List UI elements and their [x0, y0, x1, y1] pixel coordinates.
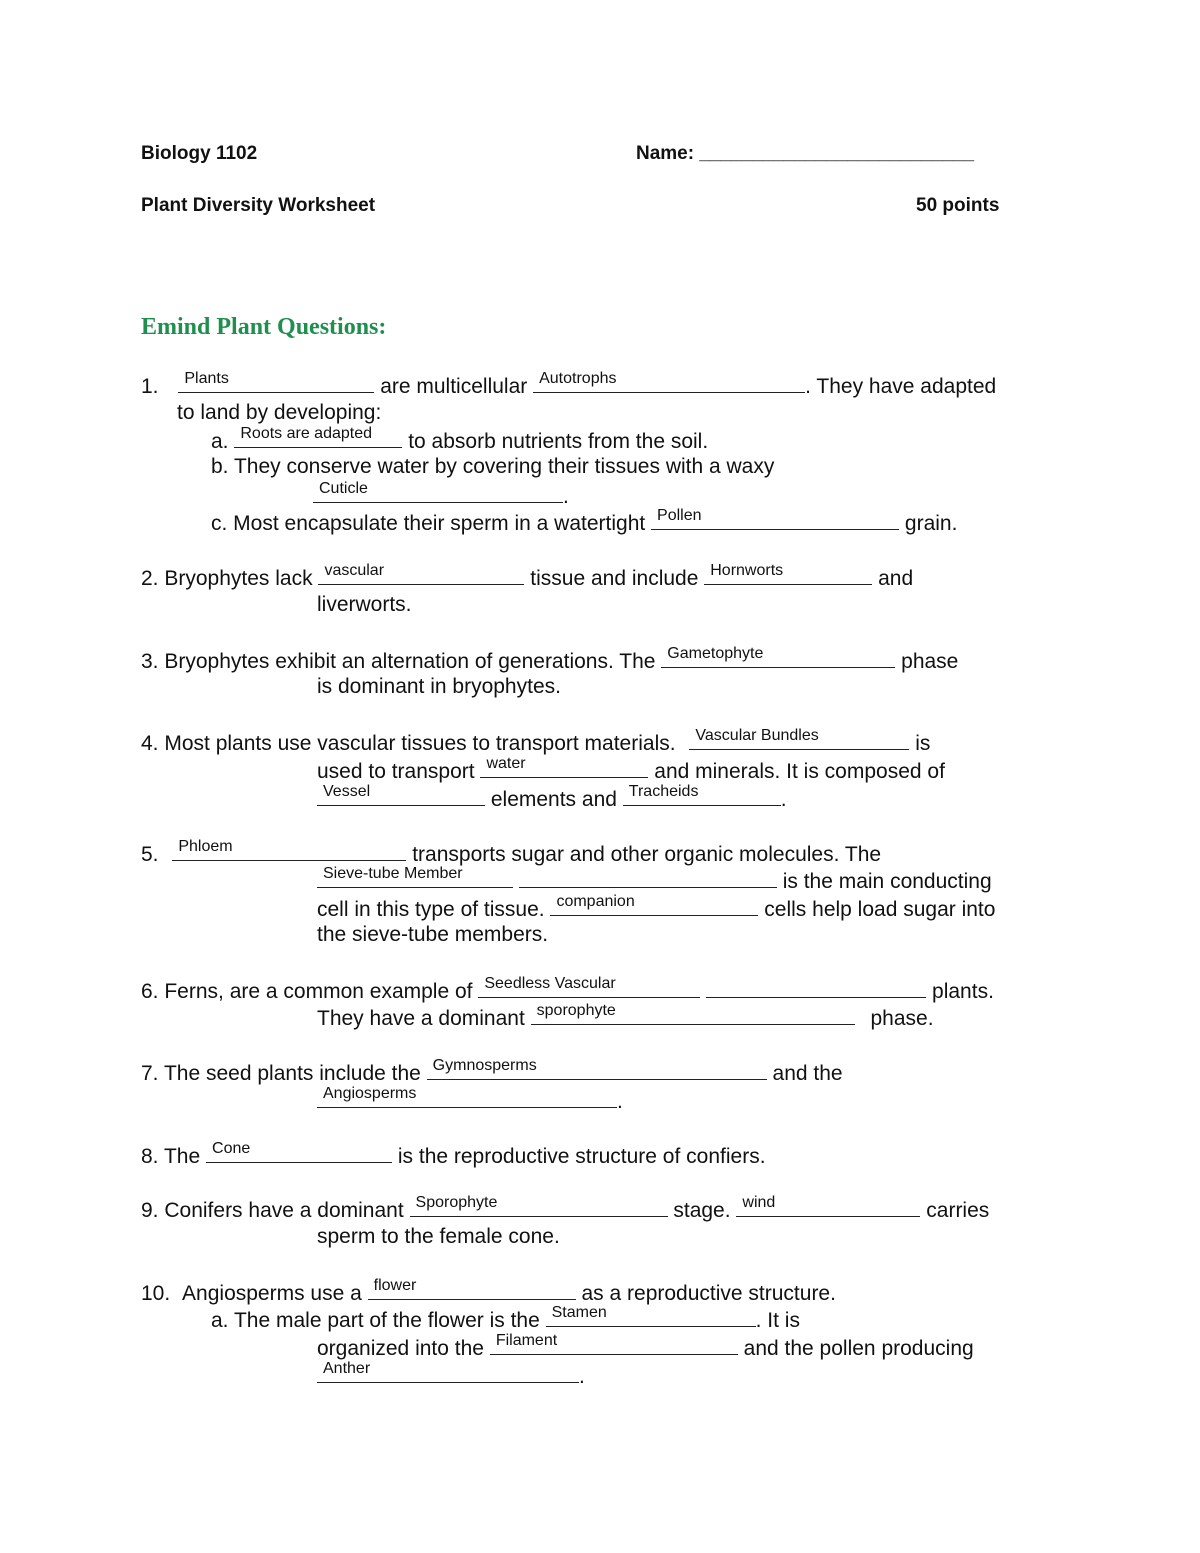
- q10-line4: [317, 1360, 585, 1389]
- q2-text-3: and: [878, 567, 914, 590]
- q1-answer-2: Autotrophs: [539, 370, 617, 387]
- q6-text-1: Ferns, are a common example of: [164, 980, 473, 1003]
- q1-a-label: a.: [211, 430, 229, 453]
- q10-blank-4: [317, 1360, 579, 1383]
- name-blank: __________________________: [699, 143, 975, 164]
- q2-answer-1: vascular: [324, 562, 385, 579]
- q10-line3: [317, 1332, 974, 1361]
- q9-blank-1: [410, 1194, 668, 1217]
- q6-blank-1b: [706, 978, 926, 998]
- worksheet-title: Plant Diversity Worksheet: [141, 195, 376, 216]
- q1-c-end: grain.: [904, 512, 958, 535]
- q1-answer-1: Plants: [184, 370, 229, 387]
- q4-line1: [141, 727, 931, 756]
- q1-item-b: b. They conserve water by covering their tissues with a waxy: [211, 455, 775, 478]
- q10-answer-1: flower: [373, 1277, 417, 1294]
- q9-answer-2: wind: [742, 1194, 776, 1211]
- q4-text-5: elements and: [490, 788, 617, 811]
- q10-text-2: as a reproductive structure.: [581, 1282, 836, 1305]
- q6-number: 6.: [141, 980, 159, 1003]
- q5-blank-1: [172, 838, 406, 861]
- q7-line2: [317, 1085, 623, 1114]
- q4-answer-1: Vascular Bundles: [695, 727, 819, 744]
- q10-text-7: .: [579, 1365, 585, 1388]
- q2-text-2: tissue and include: [530, 567, 699, 590]
- q1-b-blank: [313, 480, 563, 503]
- q7-number: 7.: [141, 1062, 159, 1085]
- q4-answer-2: water: [486, 755, 526, 772]
- q2-line2: liverworts.: [317, 593, 412, 616]
- q10-text-6: and the pollen producing: [743, 1337, 974, 1360]
- q7-answer-2: Angiosperms: [323, 1085, 417, 1102]
- q7-text-2: and the: [772, 1062, 843, 1085]
- q6-blank-2: [531, 1002, 855, 1025]
- q5-blank-2: [317, 865, 513, 888]
- q5-answer-3: companion: [556, 893, 635, 910]
- q4-line2: [317, 755, 945, 784]
- q9-text-3: carries: [926, 1199, 990, 1222]
- q4-text-6: .: [780, 788, 787, 811]
- q5-blank-3: [550, 893, 758, 916]
- q6-text-3: They have a dominant: [317, 1007, 525, 1030]
- q10-blank-3: [490, 1332, 738, 1355]
- q4-blank-3: [317, 783, 485, 806]
- q5-answer-2: Sieve-tube Member: [323, 865, 463, 882]
- q1-a-blank: [234, 425, 402, 448]
- q2-answer-2: Hornworts: [710, 562, 784, 579]
- q1-c-answer: Pollen: [657, 507, 702, 524]
- q6-blank-1: [478, 975, 700, 998]
- q1-c-text: c. Most encapsulate their sperm in a watertight: [211, 512, 646, 535]
- q10-answer-4: Anther: [323, 1360, 371, 1377]
- q3-line1: [141, 645, 959, 674]
- q6-answer-2: sporophyte: [536, 1002, 616, 1019]
- q10-text-5: organized into the: [317, 1337, 484, 1360]
- q1-text-2: . They have adapted: [805, 375, 997, 398]
- q5-blank-2b: [519, 868, 777, 888]
- q3-blank-1: [661, 645, 895, 668]
- q1-number: 1.: [141, 375, 159, 398]
- q1-a-answer: Roots are adapted: [240, 425, 373, 442]
- q10-text-1: Angiosperms use a: [182, 1282, 362, 1305]
- q3-text-2: phase: [901, 650, 959, 673]
- q9-number: 9.: [141, 1199, 159, 1222]
- q5-text-2: is the main conducting: [782, 870, 992, 893]
- q1-text-1: are multicellular: [380, 375, 528, 398]
- q6-answer-1: Seedless Vascular: [484, 975, 616, 992]
- q7-line1: [141, 1057, 843, 1086]
- q8-number: 8.: [141, 1145, 159, 1168]
- q5-line1: [141, 838, 882, 867]
- q10-text-3: a. The male part of the flower is the: [211, 1309, 540, 1332]
- q1-blank-1: [178, 370, 374, 393]
- q7-answer-1: Gymnosperms: [432, 1057, 537, 1074]
- q10-answer-2: Stamen: [551, 1304, 607, 1321]
- q8-text-2: is the reproductive structure of confiers.: [397, 1145, 766, 1168]
- q7-text-1: The seed plants include the: [163, 1062, 421, 1085]
- q7-text-3: .: [617, 1090, 623, 1113]
- q8-line1: [141, 1140, 766, 1169]
- points-label: 50 points: [916, 195, 1000, 216]
- q9-line2: sperm to the female cone.: [317, 1225, 560, 1248]
- q9-answer-1: Sporophyte: [415, 1194, 498, 1211]
- q6-line2: [317, 1002, 934, 1031]
- name-field: [636, 143, 974, 165]
- q2-line1: [141, 562, 914, 591]
- q4-line3: [317, 783, 787, 812]
- q1-a-text: to absorb nutrients from the soil.: [408, 430, 709, 453]
- q5-text-1: transports sugar and other organic molecules. The: [412, 843, 882, 866]
- q5-number: 5.: [141, 843, 159, 866]
- q10-line2: [211, 1304, 800, 1333]
- q8-answer-1: Cone: [212, 1140, 251, 1157]
- section-title: Emind Plant Questions:: [141, 314, 387, 340]
- q2-text-1: Bryophytes lack: [164, 567, 313, 590]
- q5-text-4: cells help load sugar into: [764, 898, 996, 921]
- q4-text-4: and minerals. It is composed of: [654, 760, 945, 783]
- q4-blank-1: [689, 727, 909, 750]
- q2-blank-2: [704, 562, 872, 585]
- q1-b-end: .: [563, 485, 569, 508]
- q5-line4: the sieve-tube members.: [317, 923, 549, 946]
- q4-number: 4.: [141, 732, 159, 755]
- q7-blank-2: [317, 1085, 617, 1108]
- q5-line2: [317, 865, 992, 894]
- q9-text-2: stage.: [673, 1199, 731, 1222]
- q9-text-1: Conifers have a dominant: [164, 1199, 404, 1222]
- q4-blank-2: [480, 755, 648, 778]
- q1-line1: [141, 370, 997, 399]
- q10-number: 10.: [141, 1282, 171, 1305]
- q3-text-1: Bryophytes exhibit an alternation of generations. The: [164, 650, 656, 673]
- q5-answer-1: Phloem: [178, 838, 233, 855]
- q8-text-1: The: [163, 1145, 201, 1168]
- q1-item-a: [211, 425, 709, 454]
- q3-line2: is dominant in bryophytes.: [317, 675, 561, 698]
- q1-line2: to land by developing:: [177, 401, 382, 424]
- q1-blank-2: [533, 370, 805, 393]
- q4-answer-4: Tracheids: [628, 783, 699, 800]
- q9-line1: [141, 1194, 990, 1223]
- q7-blank-1: [427, 1057, 767, 1080]
- q5-line3: [317, 893, 996, 922]
- course-title: Biology 1102: [141, 143, 258, 164]
- q9-blank-2: [736, 1194, 920, 1217]
- q4-text-2: is: [915, 732, 931, 755]
- q3-number: 3.: [141, 650, 159, 673]
- q6-text-2: plants.: [932, 980, 994, 1003]
- q3-answer-1: Gametophyte: [667, 645, 764, 662]
- q1-item-c: [211, 507, 958, 536]
- q4-blank-4: [623, 783, 781, 806]
- q8-blank-1: [206, 1140, 392, 1163]
- q10-answer-3: Filament: [495, 1332, 558, 1349]
- q6-text-4: phase.: [870, 1007, 934, 1030]
- q2-number: 2.: [141, 567, 159, 590]
- q10-text-4: . It is: [755, 1309, 800, 1332]
- q1-b-answer: Cuticle: [319, 480, 368, 497]
- name-label: Name:: [636, 143, 695, 164]
- q4-answer-3: Vessel: [323, 783, 371, 800]
- q5-text-3: cell in this type of tissue.: [317, 898, 545, 921]
- q10-blank-2: [546, 1304, 756, 1327]
- q6-line1: [141, 975, 994, 1004]
- q4-text-3: used to transport: [317, 760, 475, 783]
- q4-text-1: Most plants use vascular tissues to transport materials.: [164, 732, 676, 755]
- q10-line1: [141, 1277, 836, 1306]
- q10-blank-1: [368, 1277, 576, 1300]
- q1-c-blank: [651, 507, 899, 530]
- q2-blank-1: [318, 562, 524, 585]
- q1-item-b-answer-line: [313, 480, 569, 509]
